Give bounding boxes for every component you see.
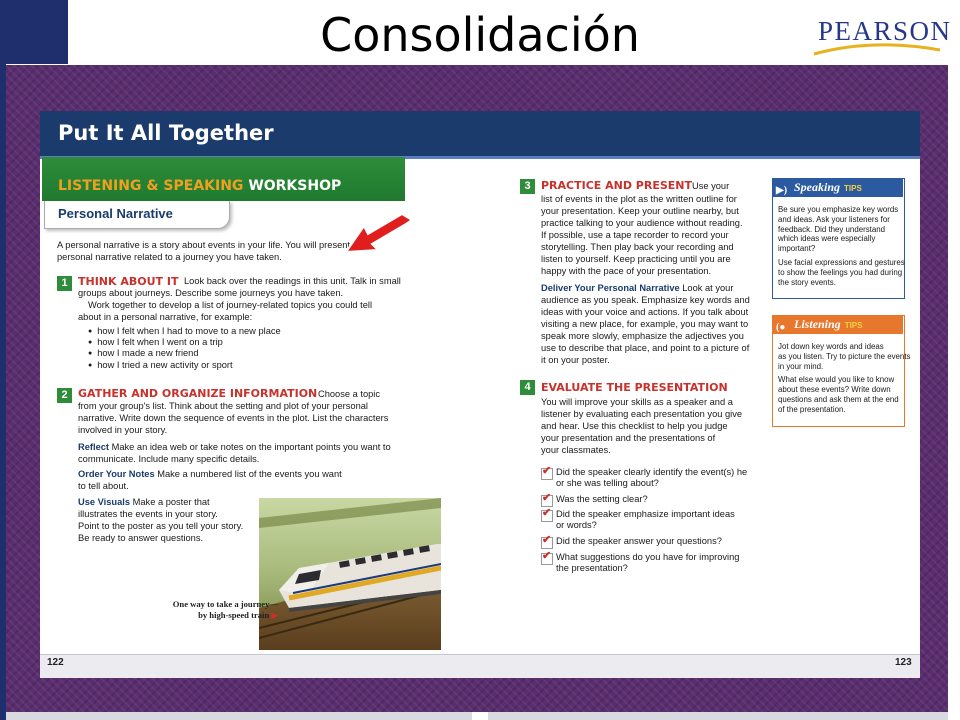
checklist-text: the presentation?: [556, 563, 628, 574]
step-text: Use your: [692, 181, 730, 191]
listening-tips-title: Listening: [794, 317, 841, 331]
caption-text: by high-speed train: [198, 610, 270, 620]
checklist-text: Did the speaker answer your questions?: [556, 536, 722, 546]
topic-item: ● how I tried a new activity or sport: [88, 360, 281, 371]
listening-tips-tag: TIPS: [844, 321, 863, 330]
step-text: happy with the pace of your presentation.: [541, 266, 712, 276]
tip-line: in your mind.: [778, 361, 824, 371]
checkbox-icon: [541, 537, 553, 549]
speaking-tips-tag: TIPS: [844, 184, 862, 193]
step-number: 4: [520, 380, 535, 395]
step-text: groups about journeys. Describe some journeys you have taken.: [78, 288, 344, 298]
deliver-text: [541, 283, 733, 294]
train-photo: [259, 498, 441, 650]
visuals-line: illustrates the events in your story.: [78, 509, 218, 519]
checklist-text: or she was telling about?: [556, 478, 659, 489]
order-text: [78, 469, 342, 480]
deliver-line: speak more slowly, emphasize the adjectives you: [541, 331, 744, 341]
speaking-tips-header: [772, 178, 903, 197]
workshop-title: [58, 178, 341, 194]
page-number-right: 123: [895, 657, 912, 668]
pearson-swoosh: [812, 40, 942, 58]
step-text: You will improve your skills as a speaker and a: [541, 397, 733, 407]
step-text: Choose a topic: [318, 389, 381, 399]
step-number: 3: [520, 179, 535, 194]
deliver-line: it on your poster.: [541, 355, 610, 365]
deliver-line: use to describe that place, and point to a picture of: [541, 343, 750, 353]
tip-line: Use facial expressions and gestures: [778, 257, 905, 267]
bottom-strip: [488, 712, 948, 720]
order-label: Order Your Notes: [78, 469, 155, 479]
tip-line: to show the feelings you had during: [778, 267, 903, 277]
checklist-text: or words?: [556, 520, 597, 531]
tip-line: of the presentation.: [778, 404, 846, 414]
step-text: your presentation. Keep your outline nearby, but: [541, 206, 739, 216]
page-footer: [40, 654, 920, 678]
step-text: If possible, use a tape recorder to record your: [541, 230, 729, 240]
step-text: list of events in the plot as the written outline for: [541, 194, 737, 204]
step-text: Look back over the readings in this unit. Talk in small: [184, 276, 401, 286]
section-title: Put It All Together: [58, 121, 274, 145]
pointer-arrow-icon: [344, 212, 416, 258]
tip-line: which ideas were especially: [778, 234, 876, 244]
listening-tip-text: [778, 342, 910, 415]
intro-line: A personal narrative is a story about events in your life. You will present: [57, 240, 351, 250]
step-text: narrative. Write down the sequence of events in the plot. List the characters: [78, 413, 389, 423]
photo-caption: [138, 599, 278, 621]
visuals-line: Be ready to answer questions.: [78, 533, 204, 543]
tip-line: the story events.: [778, 277, 836, 287]
intro-line: personal narrative related to a journey you have taken.: [57, 252, 282, 262]
checkbox-icon: [541, 468, 553, 480]
workshop-title-word: WORKSHOP: [248, 178, 342, 194]
pearson-logo: PEARSON: [818, 16, 952, 46]
topic-item: ● how I made a new friend: [88, 348, 281, 359]
speaking-tip-text: [778, 205, 905, 287]
topic-item: ● how I felt when I had to move to a new place: [88, 326, 281, 337]
checklist-item: [541, 494, 648, 505]
caption-line: One way to take a journey—: [172, 599, 278, 609]
step-text: listen to yourself. Keep practicing until you are: [541, 254, 731, 264]
checklist-item: [541, 509, 735, 532]
checklist-text: Did the speaker emphasize important ideas: [556, 509, 735, 519]
checkbox-icon: [541, 510, 553, 522]
visuals-line: Point to the poster as you tell your story.: [78, 521, 244, 531]
deliver-label: Deliver Your Personal Narrative: [541, 283, 680, 293]
caption-line: [138, 610, 278, 621]
topic-item: ● how I felt when I went on a trip: [88, 337, 281, 348]
checklist-item: [541, 467, 747, 490]
step-text: Work together to develop a list of journey-related topics you could tell: [88, 300, 373, 310]
caption-arrow-icon: ▶: [271, 610, 278, 620]
topic-list: [88, 326, 281, 371]
step-text: your presentation and the presentations of: [541, 433, 716, 443]
tip-line: about these events? Write down: [778, 385, 891, 395]
workshop-title-main: LISTENING & SPEAKING: [58, 178, 249, 194]
tip-line: as you listen. Try to picture the events: [778, 351, 911, 361]
visuals-text: [78, 497, 210, 508]
visuals-label: Use Visuals: [78, 497, 131, 507]
step-text: storytelling. Then play back your recording and: [541, 242, 734, 252]
checkbox-icon: [541, 553, 553, 565]
step-number: 1: [57, 276, 72, 291]
slide-title: Consolidación: [320, 8, 640, 62]
step-text: and hear. Use this checklist to help you judge: [541, 421, 728, 431]
deliver-line: visiting a new place, for example, you may want to: [541, 319, 749, 329]
checklist-text: What suggestions do you have for improving: [556, 552, 740, 562]
reflect-text: [78, 442, 391, 453]
visuals-line: Make a poster that: [132, 497, 210, 507]
step-text: involved in your story.: [78, 425, 168, 435]
tip-line: Jot down key words and ideas: [778, 342, 884, 351]
checklist-text: Was the setting clear?: [556, 494, 648, 504]
subtitle: Personal Narrative: [58, 206, 173, 221]
step-title: EVALUATE THE PRESENTATION: [541, 381, 728, 394]
tip-line: important?: [778, 244, 816, 254]
step-title: THINK ABOUT IT: [78, 275, 179, 288]
step-text: practice talking to your audience without reading.: [541, 218, 743, 228]
page-number-left: 122: [47, 657, 64, 668]
reflect-line: communicate. Include many specific details.: [78, 454, 260, 464]
step-text: from your group's list. Think about the setting and plot of your personal: [78, 401, 368, 411]
tip-line: feedback. Did they understand: [778, 224, 886, 234]
tip-line: and ideas. Ask your listeners for: [778, 214, 890, 224]
order-line: Make a numbered list of the events you want: [157, 469, 342, 479]
step-text: listener by evaluating each presentation you give: [541, 409, 743, 419]
checklist-item: [541, 552, 739, 575]
reflect-label: Reflect: [78, 442, 110, 452]
step-number: 2: [57, 388, 72, 403]
reflect-line: Make an idea web or take notes on the important points you want to: [111, 442, 391, 452]
deliver-line: audience as you speak. Emphasize key words and: [541, 295, 750, 305]
speaking-icon: ▶): [776, 185, 788, 196]
tip-line: Be sure you emphasize key words: [778, 205, 899, 214]
tip-line: questions and ask them at the end: [778, 394, 899, 404]
step-text: about in a personal narrative, for example:: [78, 312, 253, 322]
deliver-line: Look at your: [682, 283, 734, 293]
speaking-tips-title: Speaking: [794, 180, 841, 194]
listening-icon: (●: [776, 322, 786, 333]
deliver-line: ideas with your voice and actions. If you talk about: [541, 307, 749, 317]
step-text: your classmates.: [541, 445, 611, 455]
step-title: PRACTICE AND PRESENT: [541, 179, 693, 192]
checkbox-icon: [541, 495, 553, 507]
tip-line: What else would you like to know: [778, 375, 895, 385]
order-line: to tell about.: [78, 481, 129, 491]
checklist-item: [541, 536, 722, 547]
checklist-text: Did the speaker clearly identify the event(s) he: [556, 467, 748, 477]
bottom-strip: [6, 712, 472, 720]
step-title: GATHER AND ORGANIZE INFORMATION: [78, 387, 318, 400]
listening-tips-header: [772, 315, 903, 334]
